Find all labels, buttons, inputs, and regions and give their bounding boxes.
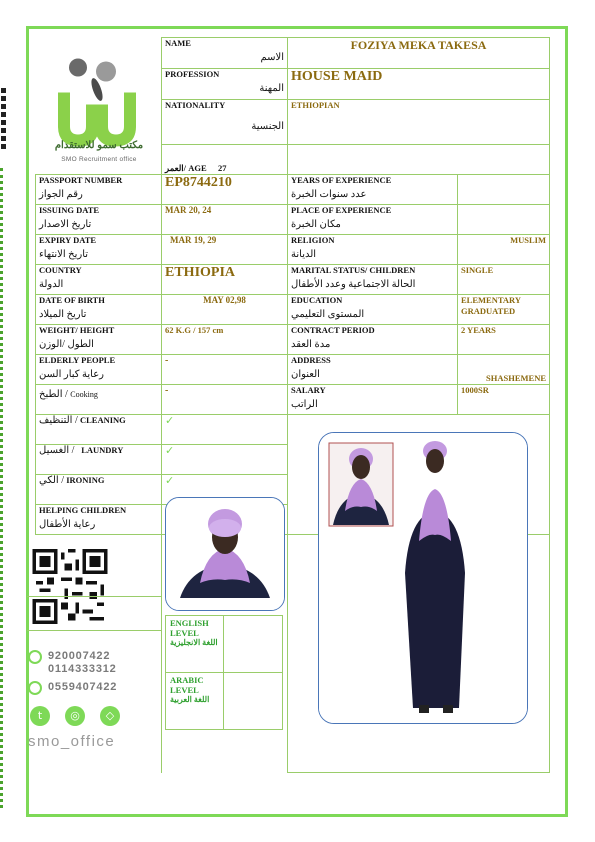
right-value: ELEMENTARY GRADUATED (461, 295, 521, 316)
right-value: 2 YEARS (461, 325, 496, 335)
left-label: PASSPORT NUMBER (39, 175, 123, 185)
right-label-ar: مكان الخبرة (291, 218, 341, 230)
right-value-cell (458, 205, 550, 235)
check-icon: ✓ (165, 415, 175, 427)
skill-label-ar: الغسيل / (39, 445, 75, 456)
right-label-ar: عدد سنوات الخبرة (291, 188, 367, 200)
language-label-cell (166, 673, 224, 730)
left-label: EXPIRY DATE (39, 235, 97, 245)
left-label: ISSUING DATE (39, 205, 100, 215)
left-value-cell (162, 175, 288, 205)
right-label-ar: مدة العقد (291, 338, 331, 350)
left-label-ar: الدولة (39, 278, 64, 290)
age-label-ar: العمر/ (165, 163, 187, 174)
info-row (36, 355, 550, 385)
age-value: 27 (217, 163, 227, 174)
divider (27, 596, 162, 597)
left-label-ar: رقم الجواز (39, 188, 83, 200)
right-value: SHASHEMENE (486, 373, 547, 384)
nationality-label-cell (162, 100, 288, 145)
left-value: ETHIOPIA (165, 265, 236, 280)
right-label-ar: العنوان (291, 368, 320, 380)
divider (27, 630, 162, 631)
language-label-ar: اللغة الانجليزية (170, 638, 218, 647)
right-label-cell (288, 265, 458, 295)
left-label-cell (36, 385, 162, 415)
right-label: EDUCATION (291, 295, 343, 305)
language-value-cell (224, 616, 283, 673)
left-label-ar: تاريخ الاصدار (39, 218, 92, 230)
qr-code (29, 549, 111, 624)
right-value-cell (458, 355, 550, 385)
right-label-ar: الديانة (291, 248, 317, 260)
profession-label-ar: المهنة (259, 82, 284, 94)
left-value-cell (162, 235, 288, 265)
right-value-cell (458, 235, 550, 265)
language-label-ar: اللغة العربية (170, 695, 210, 704)
left-label: ELDERLY PEOPLE (39, 355, 116, 365)
whatsapp-number[interactable]: 0559407422 (48, 681, 118, 693)
vertical-mark (0, 85, 8, 160)
left-value: - (165, 385, 169, 396)
age-label: AGE (188, 163, 207, 174)
right-label-cell (288, 385, 458, 415)
skill-label: HELPING CHILDREN (39, 505, 127, 515)
right-label-cell (288, 235, 458, 265)
name-value-cell (288, 38, 550, 69)
nationality-value-cell (288, 100, 550, 145)
profession-value-cell (288, 69, 550, 100)
check-icon: ✓ (165, 475, 175, 487)
nationality-label: NATIONALITY (165, 100, 226, 110)
skill-label: CLEANING (79, 415, 126, 425)
skill-label-ar: التنظيف / (39, 415, 78, 426)
profession-label: PROFESSION (165, 69, 220, 79)
name-value: FOZIYA MEKA TAKESA (350, 38, 487, 52)
left-label-ar: رعاية كبار السن (39, 368, 104, 380)
left-label-ar: الطبخ / Cooking (39, 389, 98, 400)
left-value-cell (162, 295, 288, 325)
twitter-icon[interactable]: t (30, 706, 50, 726)
name-label: NAME (165, 38, 191, 48)
right-label: ADDRESS (291, 355, 331, 365)
left-label-cell (36, 325, 162, 355)
right-value-cell (458, 385, 550, 415)
right-label-cell (288, 355, 458, 385)
left-value: MAR 19, 29 (170, 235, 217, 245)
left-value: EP8744210 (165, 175, 232, 190)
logo-subtitle: SMO Recruitment office (61, 156, 137, 163)
left-value-cell (162, 385, 288, 415)
skill-label: LAUNDRY (81, 445, 124, 455)
snapchat-icon[interactable]: ◇ (100, 706, 120, 726)
right-label-cell (288, 175, 458, 205)
nationality-label-ar: الجنسية (251, 120, 284, 132)
skill-label-ar: رعاية الأطفال (39, 518, 96, 530)
side-dashes (0, 168, 8, 808)
left-value: 62 K.G / 157 cm (165, 325, 224, 335)
right-value-cell (458, 295, 550, 325)
left-label-cell (36, 205, 162, 235)
phone-number-2[interactable]: 0114333312 (48, 663, 117, 675)
info-row (36, 295, 550, 325)
right-label-cell (288, 325, 458, 355)
right-value-cell (458, 325, 550, 355)
left-label: COUNTRY (39, 265, 82, 275)
phone-icon (28, 650, 42, 664)
right-label: YEARS OF EXPERIENCE (291, 175, 392, 185)
right-value-cell (458, 265, 550, 295)
age-label-cell (162, 145, 288, 175)
skill-label-cell (36, 445, 162, 475)
language-row (166, 616, 283, 673)
right-label: RELIGION (291, 235, 335, 245)
logo-caption: مكتب سمو للاستقدام (54, 140, 144, 151)
info-row (36, 235, 550, 265)
language-value-cell (224, 673, 283, 730)
right-label-ar: الحالة الاجتماعية وعدد الأطفال (291, 278, 416, 290)
left-label-ar: تاريخ الانتهاء (39, 248, 89, 260)
left-label-cell (36, 295, 162, 325)
portrait-photo (165, 497, 285, 611)
left-value: MAY 02,98 (203, 295, 246, 305)
nationality-value: ETHIOPIAN (291, 100, 340, 110)
info-row (36, 385, 550, 415)
left-label: Cooking (70, 390, 98, 399)
whatsapp-icon (28, 681, 42, 695)
name-label-ar: الاسم (260, 51, 284, 63)
left-value-cell (162, 205, 288, 235)
left-label-ar: الطول /الوزن (39, 338, 94, 350)
left-label: WEIGHT/ HEIGHT (39, 325, 115, 335)
language-table (165, 615, 283, 730)
right-value-cell (458, 175, 550, 205)
language-label: ARABIC LEVEL (170, 675, 204, 695)
skill-label-cell (36, 475, 162, 505)
right-label: MARITAL STATUS/ CHILDREN (291, 265, 416, 275)
left-label: DATE OF BIRTH (39, 295, 105, 305)
skill-label-ar: الكي / (39, 475, 64, 486)
info-row (36, 325, 550, 355)
left-value: MAR 20, 24 (165, 205, 212, 215)
skill-label-cell (36, 415, 162, 445)
left-label-cell (36, 175, 162, 205)
left-value-cell (162, 265, 288, 295)
skill-value-cell (162, 415, 288, 445)
right-value: MUSLIM (510, 235, 547, 245)
language-label-cell (166, 616, 224, 673)
info-row (36, 205, 550, 235)
skill-label-cell (36, 505, 162, 535)
right-label-ar: المستوى التعليمي (291, 308, 365, 320)
left-value-cell (162, 355, 288, 385)
check-icon: ✓ (165, 445, 175, 457)
age-spacer-cell (288, 145, 550, 175)
info-row (36, 175, 550, 205)
instagram-icon[interactable]: ◎ (65, 706, 85, 726)
language-row (166, 673, 283, 730)
social-handle[interactable]: smo_office (28, 733, 116, 750)
left-value: - (165, 355, 169, 366)
left-value-cell (162, 325, 288, 355)
profession-label-cell (162, 69, 288, 100)
skill-label: IRONING (66, 475, 105, 485)
language-label: ENGLISH LEVEL (170, 618, 209, 638)
full-body-photo (318, 432, 528, 724)
info-row (36, 265, 550, 295)
skill-value-cell (162, 445, 288, 475)
right-value: 1000SR (461, 385, 489, 395)
name-label-cell (162, 38, 288, 69)
right-value: SINGLE (461, 265, 494, 275)
left-label-ar: تاريخ الميلاد (39, 308, 87, 320)
right-label-cell (288, 295, 458, 325)
left-label-cell (36, 235, 162, 265)
left-label-cell (36, 355, 162, 385)
profession-value: HOUSE MAID (291, 69, 383, 84)
right-label: PLACE OF EXPERIENCE (291, 205, 392, 215)
right-label-ar: الراتب (291, 398, 318, 410)
right-label: CONTRACT PERIOD (291, 325, 375, 335)
left-label-cell (36, 265, 162, 295)
right-label-cell (288, 205, 458, 235)
phone-number-1[interactable]: 920007422 (48, 650, 111, 662)
right-label: SALARY (291, 385, 326, 395)
